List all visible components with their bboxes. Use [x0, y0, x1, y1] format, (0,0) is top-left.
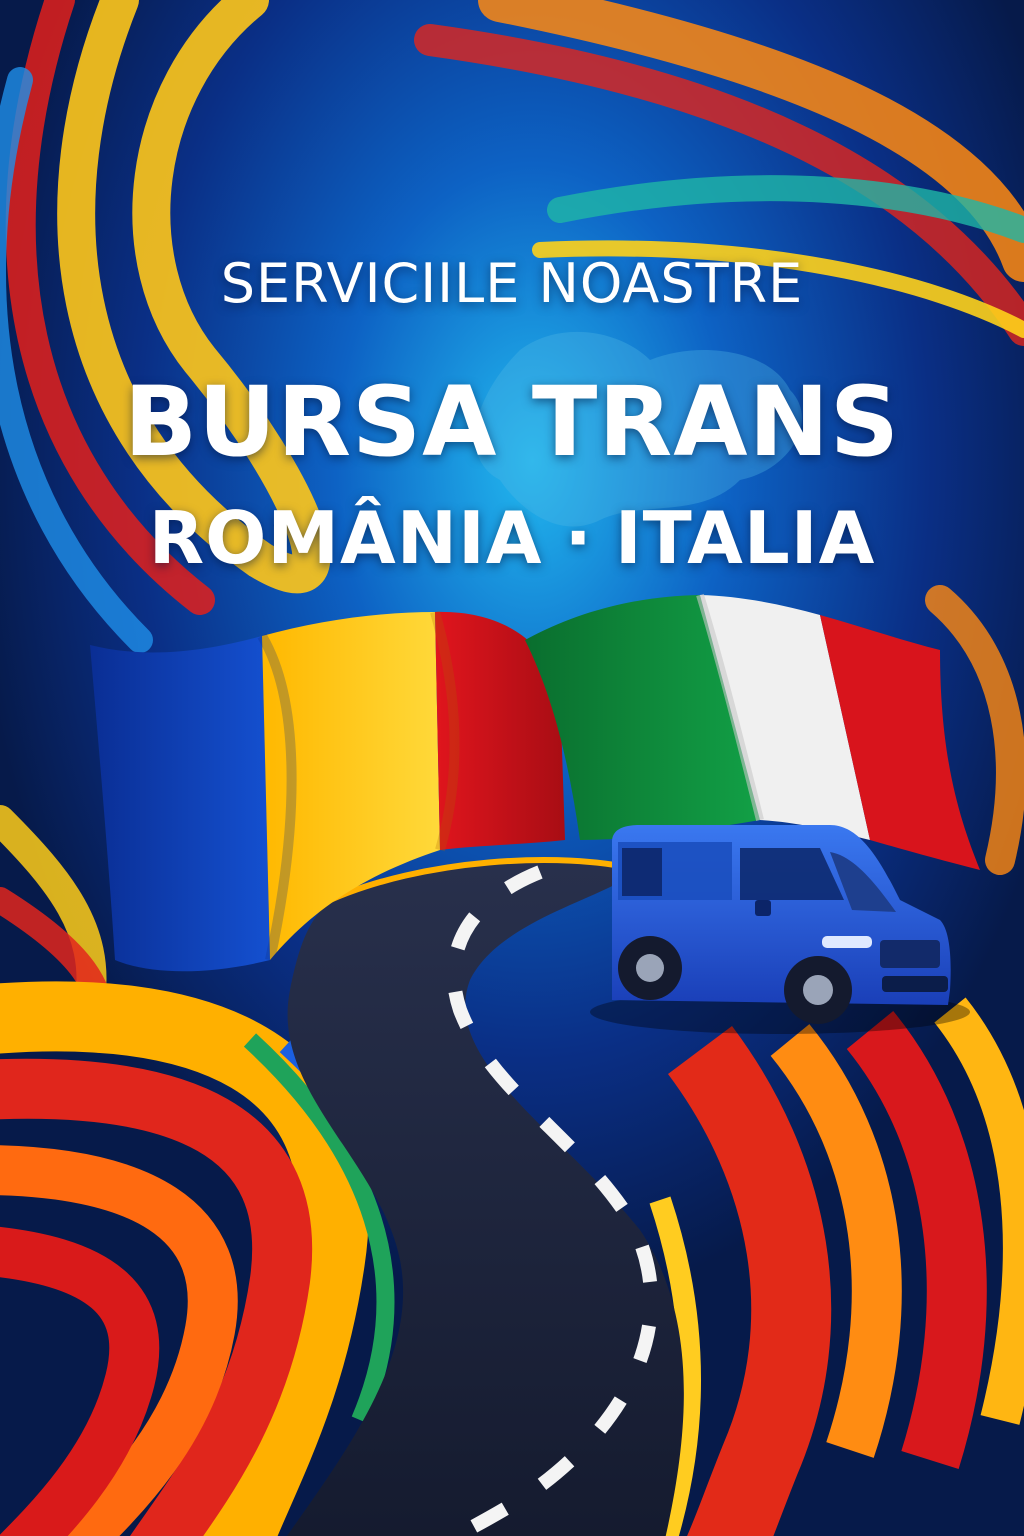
route-separator: · — [564, 496, 593, 580]
route-from-country: ROMÂNIA — [148, 496, 543, 580]
route-heading — [0, 496, 1024, 580]
brand-title: BURSA TRANS — [123, 366, 901, 478]
services-subtitle: SERVICIILE NOASTRE — [220, 252, 804, 315]
route-to-country: ITALIA — [614, 496, 876, 580]
